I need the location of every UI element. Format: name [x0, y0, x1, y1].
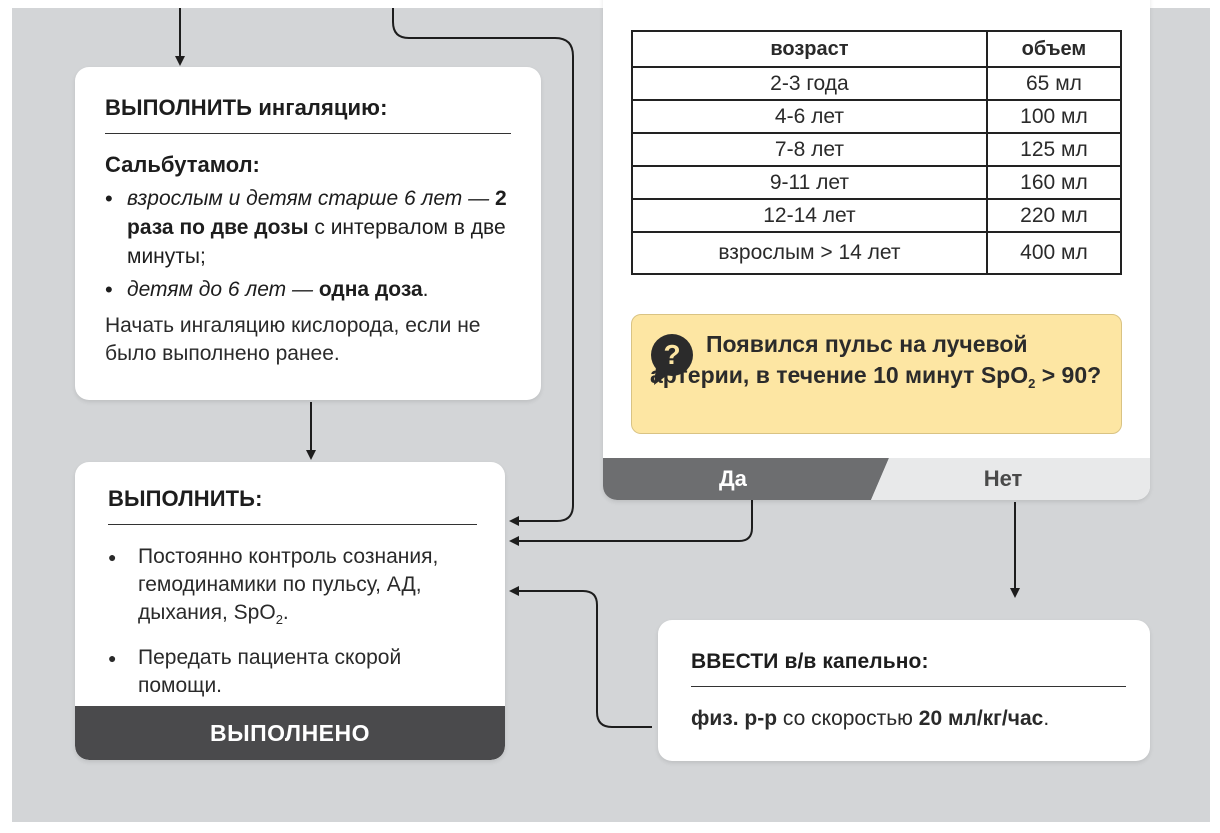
iv-title — [691, 650, 1126, 687]
dosage-adults-dose: 2 раза по две дозы — [127, 187, 507, 239]
table-row — [632, 199, 1121, 232]
table-cell-volume: 400 мл — [987, 232, 1121, 274]
drug-name: Сальбутамол: — [105, 152, 260, 177]
perform-item-monitor-sub: 2 — [275, 612, 283, 627]
iv-instruction — [691, 707, 1126, 731]
dosage-adults — [105, 184, 511, 271]
table-cell-age: 7-8 лет — [632, 133, 987, 166]
iv-solution: физ. р-р — [691, 707, 778, 730]
dosage-adults-group: взрослым и детям старше 6 лет — — [127, 187, 490, 210]
perform-title: ВЫПОЛНИТЬ: — [108, 486, 477, 525]
perform-item-handover — [108, 644, 477, 700]
oxygen-note: Начать ингаляцию кислорода, если не было выполнено ранее. — [105, 314, 481, 365]
inhalation-title-object: ингаляцию: — [258, 95, 388, 120]
dosage-children-end: . — [422, 278, 429, 301]
inhalation-card — [75, 67, 541, 400]
question-text — [650, 329, 1110, 399]
dosage-list — [105, 184, 511, 304]
iv-rate: 20 мл/кг/час — [918, 707, 1044, 730]
done-button[interactable]: ВЫПОЛНЕНО — [75, 706, 505, 760]
table-header-volume: объем — [987, 31, 1121, 67]
table-header-row — [632, 31, 1121, 67]
question-text-main: Появился пульс на лучевой артерии, в течение 10 минут SpO — [650, 331, 1029, 388]
question-text-end: > 90? — [1035, 362, 1102, 388]
volume-card — [603, 0, 1150, 500]
table-row — [632, 133, 1121, 166]
table-cell-volume: 65 мл — [987, 67, 1121, 100]
dosage-children-dose: одна доза — [318, 278, 423, 301]
iv-title-route: в/в капельно: — [784, 650, 929, 673]
iv-title-verb: ВВЕСТИ — [691, 650, 779, 673]
table-cell-age: 2-3 года — [632, 67, 987, 100]
perform-item-monitor-end: . — [282, 601, 289, 624]
table-cell-age: 4-6 лет — [632, 100, 987, 133]
perform-card — [75, 462, 505, 760]
table-cell-volume: 160 мл — [987, 166, 1121, 199]
question-box — [631, 314, 1122, 434]
inhalation-title-verb: ВЫПОЛНИТЬ — [105, 95, 253, 120]
iv-card — [658, 620, 1150, 761]
dosage-adults-interval: с интервалом в две минуты; — [127, 216, 506, 268]
table-row — [632, 100, 1121, 133]
table-cell-volume: 125 мл — [987, 133, 1121, 166]
table-cell-age: 9-11 лет — [632, 166, 987, 199]
table-cell-volume: 220 мл — [987, 199, 1121, 232]
perform-item-handover-text: Передать пациента скорой помощи. — [138, 646, 402, 697]
table-row — [632, 67, 1121, 100]
table-row — [632, 166, 1121, 199]
yes-branch[interactable]: Да — [719, 466, 747, 491]
yes-no-shapes — [603, 458, 1150, 500]
dosage-children — [105, 275, 511, 304]
table-row — [632, 232, 1121, 274]
inhalation-title — [105, 95, 511, 134]
volume-table — [631, 30, 1122, 275]
perform-item-monitor — [108, 543, 477, 634]
question-text-sub: 2 — [1028, 376, 1036, 391]
iv-rate-label: со скоростью — [782, 707, 913, 730]
table-cell-age: 12-14 лет — [632, 199, 987, 232]
svg-text:?: ? — [663, 339, 681, 370]
table-header-age: возраст — [632, 31, 987, 67]
dosage-children-group: детям до 6 лет — — [127, 278, 314, 301]
perform-list — [108, 543, 477, 700]
table-cell-volume: 100 мл — [987, 100, 1121, 133]
iv-end: . — [1043, 707, 1050, 730]
no-branch[interactable]: Нет — [983, 466, 1023, 491]
perform-item-monitor-text: Постоянно контроль сознания, гемодинамики по пульсу, АД, дыхания, SpO — [138, 545, 439, 624]
yes-no-bar — [603, 458, 1150, 500]
table-cell-age: взрослым > 14 лет — [632, 232, 987, 274]
